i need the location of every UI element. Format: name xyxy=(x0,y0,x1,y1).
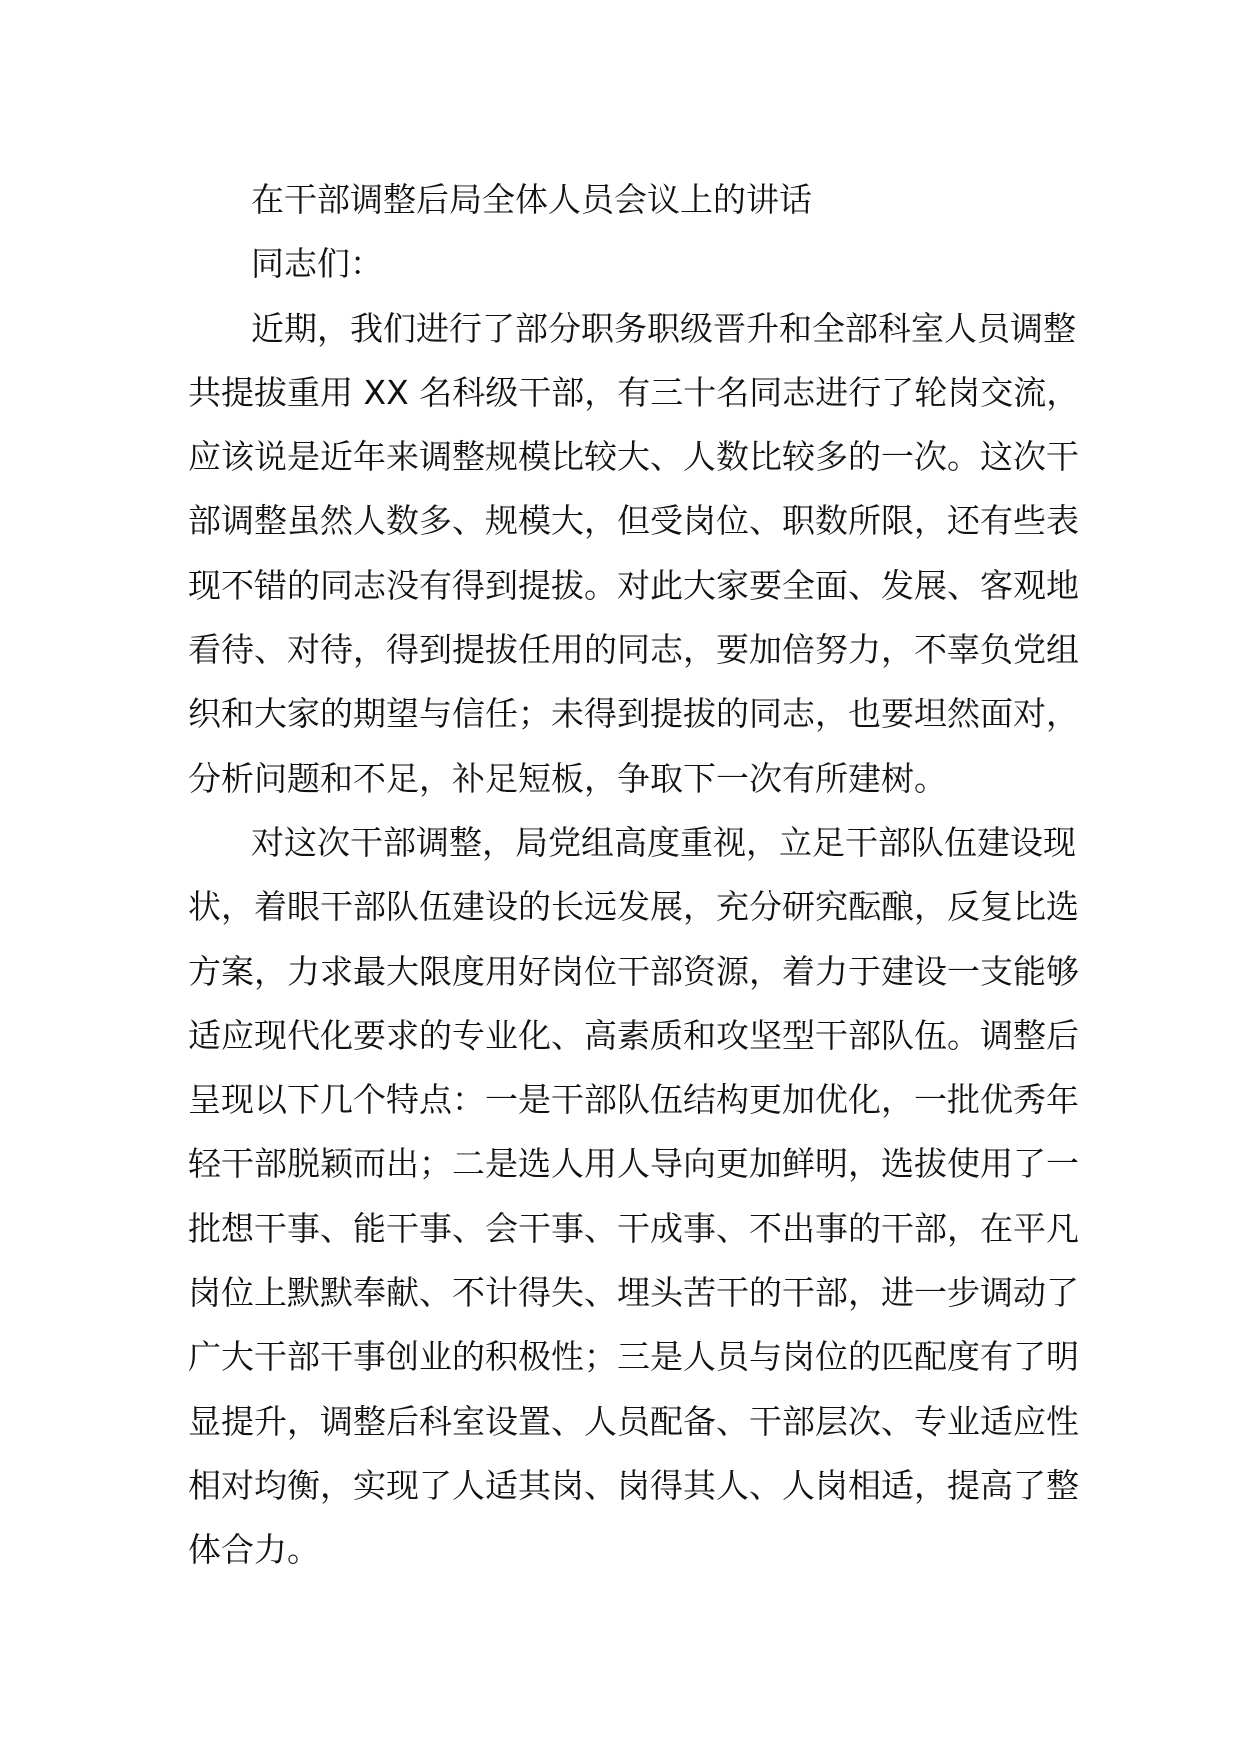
paragraph-line: 状，着眼干部队伍建设的长远发展，充分研究酝酿，反复比选 xyxy=(188,887,1079,927)
paragraph-line: 批想干事、能干事、会干事、干成事、不出事的干部，在平凡 xyxy=(188,1208,1079,1248)
paragraph-line: 现不错的同志没有得到提拔。对此大家要全面、发展、客观地 xyxy=(188,565,1079,605)
paragraph-line: 广大干部干事创业的积极性；三是人员与岗位的匹配度有了明 xyxy=(188,1337,1079,1377)
paragraph-line: 看待、对待，得到提拔任用的同志，要加倍努力，不辜负党组 xyxy=(188,630,1079,670)
paragraph-1 xyxy=(188,297,1080,811)
speech-text xyxy=(188,168,1080,1583)
paragraph-line: 适应现代化要求的专业化、高素质和攻坚型干部队伍。调整后 xyxy=(188,1015,1079,1055)
paragraph-line: 近期，我们进行了部分职务职级晋升和全部科室人员调整 xyxy=(251,308,1076,348)
document-title: 在干部调整后局全体人员会议上的讲话 xyxy=(251,180,812,219)
paragraph-line: 分析问题和不足，补足短板，争取下一次有所建树。 xyxy=(188,758,947,798)
salutation: 同志们： xyxy=(251,244,383,284)
paragraph-line: 呈现以下几个特点：一是干部队伍结构更加优化，一批优秀年 xyxy=(188,1080,1079,1120)
paragraph-line: 显提升，调整后科室设置、人员配备、干部层次、专业适应性 xyxy=(188,1401,1079,1441)
paragraph-line: 应该说是近年来调整规模比较大、人数比较多的一次。这次干 xyxy=(188,437,1079,477)
paragraph-line: 方案，力求最大限度用好岗位干部资源，着力于建设一支能够 xyxy=(188,951,1079,991)
paragraph-line: 织和大家的期望与信任；未得到提拔的同志，也要坦然面对， xyxy=(188,694,1079,734)
paragraph-line: 相对均衡，实现了人适其岗、岗得其人、人岗相适，提高了整 xyxy=(188,1465,1079,1505)
paragraph-line: 体合力。 xyxy=(188,1530,320,1570)
paragraph-line: 对这次干部调整，局党组高度重视，立足干部队伍建设现 xyxy=(251,822,1076,862)
paragraph-line: 岗位上默默奉献、不计得失、埋头苦干的干部，进一步调动了 xyxy=(188,1273,1079,1313)
paragraph-line: 共提拔重用 XX 名科级干部，有三十名同志进行了轮岗交流， xyxy=(188,372,1080,412)
paragraph-2 xyxy=(188,811,1079,1583)
paragraph-line: 部调整虽然人数多、规模大，但受岗位、职数所限，还有些表 xyxy=(188,501,1079,541)
paragraph-line: 轻干部脱颖而出；二是选人用人导向更加鲜明，选拔使用了一 xyxy=(188,1144,1079,1184)
